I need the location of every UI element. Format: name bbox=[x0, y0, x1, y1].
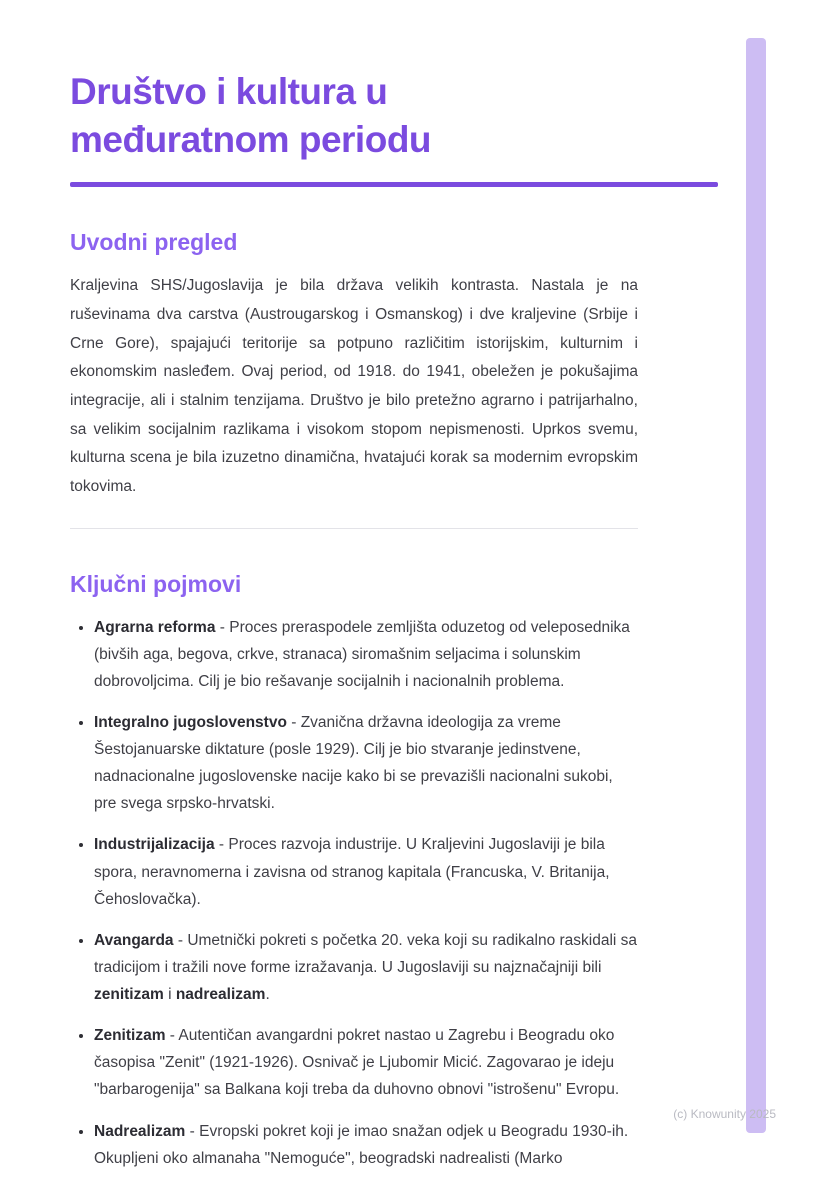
term-description: Umetnički pokreti s početka 20. veka koji su radikalno raskidali sa tradicijom i tražili nove forme izražavanja. U Jugoslaviji su najznačajniji bili bbox=[94, 931, 638, 976]
list-item-nadrealizam bbox=[94, 1118, 638, 1172]
section-divider bbox=[70, 528, 638, 529]
intro-paragraph: Kraljevina SHS/Jugoslavija je bila država velikih kontrasta. Nastala je na ruševinama dva carstva (Austrougarskog i Osmanskog) i dve kraljevine (Srbije i Crne Gore), spajajući teritorije sa potpuno različitim istorijskim, kulturnim i ekonomskim nasleđem. Ovaj period, od 1918. do 1941, obeležen je pokušajima integracije, ali i stalnim tenzijama. Društvo je bilo pretežno agrarno i patrijarhalno, sa velikim socijalnim razlikama i visokom stopom nepismenosti. Uprkos svemu, kulturna scena je bila izuzetno dinamična, hvatajući korak sa modernim evropskim tokovima. bbox=[70, 277, 638, 495]
term-separator: - bbox=[215, 618, 230, 636]
section-heading-uvodni-pregled: Uvodni pregled bbox=[70, 229, 238, 256]
term-separator: - bbox=[165, 1027, 179, 1045]
section-heading-kljucni-pojmovi: Ključni pojmovi bbox=[70, 570, 242, 597]
term-description: Proces razvoja industrije. U Kraljevini Jugoslaviji je bila spora, neravnomerna i zavisna od stranog kapitala (Francuska, V. Britanija, Čehoslovačka). bbox=[94, 836, 610, 908]
term-separator: - bbox=[173, 931, 188, 949]
term-separator: - bbox=[286, 713, 301, 731]
list-item-avangarda bbox=[94, 927, 638, 1008]
term-label: Nadrealizam bbox=[94, 1122, 186, 1140]
inline-bold-term: zenitizam bbox=[94, 986, 164, 1004]
list-item-agrarna-reforma bbox=[94, 614, 638, 695]
term-description: Evropski pokret koji je imao snažan odjek u Beogradu 1930-ih. Okupljeni oko almanaha "Nemoguće", beogradski nadrealisti (Marko bbox=[94, 1122, 629, 1167]
term-description: i bbox=[163, 986, 176, 1004]
list-item-integralno-jugoslovenstvo bbox=[94, 709, 638, 818]
page-edge-bar bbox=[746, 38, 766, 1133]
term-label: Industrijalizacija bbox=[94, 836, 215, 854]
term-description: Zvanična državna ideologija za vreme Šestojanuarske diktature (posle 1929). Cilj je bio stvaranje jedinstvene, nadnacionalne jugoslovenske nacije kako bi se prevazišli nacionalni sukobi, pre svega srpsko-hrvatski. bbox=[94, 713, 613, 813]
copyright-note: (c) Knowunity 2025 bbox=[673, 1107, 776, 1121]
key-terms-list bbox=[70, 614, 638, 1172]
term-label: Agrarna reforma bbox=[94, 618, 216, 636]
inline-bold-term: nadrealizam bbox=[175, 986, 266, 1004]
list-item-industrijalizacija bbox=[94, 831, 638, 912]
term-description: . bbox=[265, 986, 270, 1004]
term-description: Autentičan avangardni pokret nastao u Zagrebu i Beogradu oko časopisa "Zenit" (1921-1926). Osnivač je Ljubomir Micić. Zagovarao je ideju "barbarogenija" sa Balkana koji treba da duhovno obnovi "istrošenu" Evropu. bbox=[94, 1027, 620, 1099]
term-label: Avangarda bbox=[94, 931, 174, 949]
title-underline bbox=[70, 182, 718, 187]
term-label: Zenitizam bbox=[94, 1027, 166, 1045]
term-label: Integralno jugoslovenstvo bbox=[94, 713, 287, 731]
page-title: Društvo i kultura u međuratnom periodu bbox=[70, 71, 432, 161]
term-description: Proces preraspodele zemljišta oduzetog od veleposednika (bivših aga, begova, crkve, stranaca) siromašnim seljacima i solunskim dobrovoljcima. Cilj je bio rešavanje socijalnih i nacionalnih problema. bbox=[94, 618, 630, 690]
list-item-zenitizam bbox=[94, 1022, 638, 1103]
term-separator: - bbox=[214, 836, 229, 854]
term-separator: - bbox=[185, 1122, 200, 1140]
page-content bbox=[70, 68, 638, 1186]
